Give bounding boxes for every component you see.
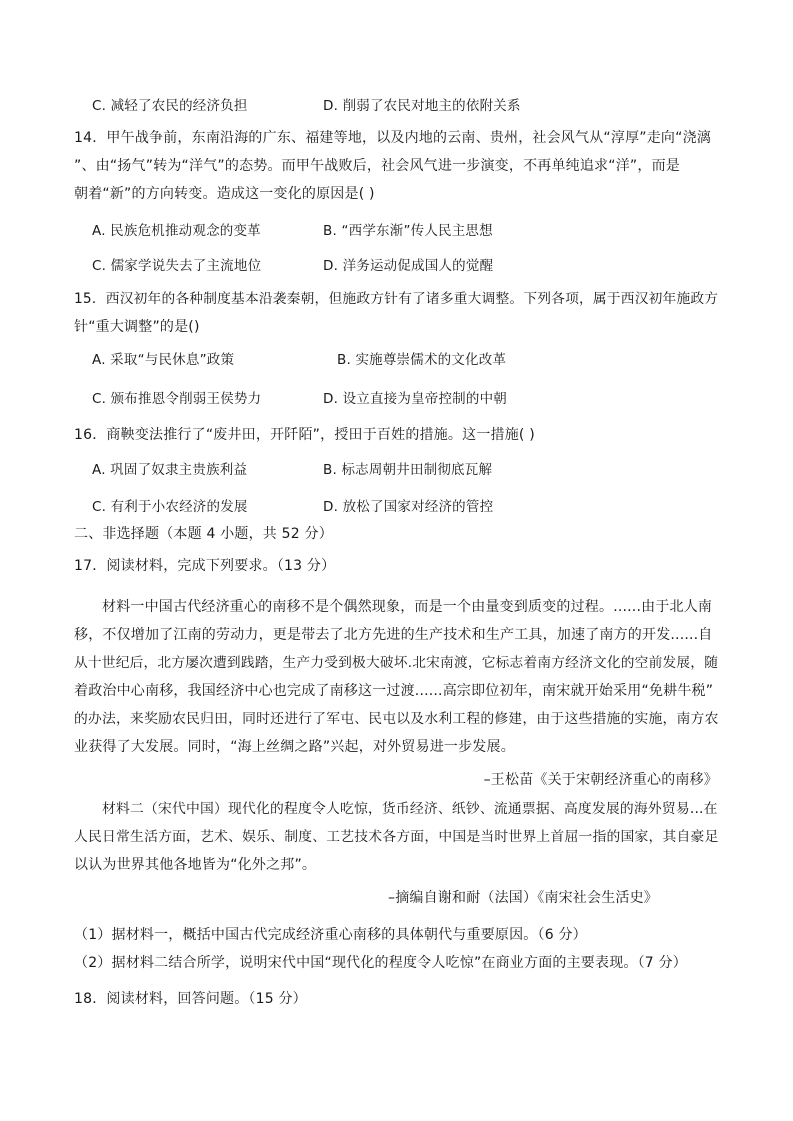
- q17-material2-line-1: 材料二（宋代中国）现代化的程度令人吃惊，货币经济、纸钞、流通票据、高度发展的海外贸易...在: [102, 801, 718, 817]
- q15-option-b: B. 实施尊崇儒术的文化改革: [337, 352, 507, 368]
- q17-material1-line-2: 移，不仅增加了江南的劳动力，更是带去了北方先进的生产技术和生产工具，加速了南方的开发......自: [74, 627, 713, 643]
- q14-option-c: C. 儒家学说失去了主流地位: [92, 258, 262, 274]
- q14-option-a: A. 民族危机推动观念的变革: [92, 223, 261, 239]
- q15-stem-line-2: 针“重大调整”的是(): [74, 319, 200, 335]
- q16-option-a: A. 巩固了奴隶主贵族利益: [92, 462, 248, 478]
- q13-option-c: C. 减轻了农民的经济负担: [92, 98, 248, 114]
- q17-stem: 17．阅读材料，完成下列要求。（13 分）: [74, 558, 336, 574]
- q13-option-d: D. 削弱了农民对地主的依附关系: [323, 98, 521, 114]
- q17-material1-line-1: 材料一中国古代经济重心的南移不是个偶然现象，而是一个由量变到质变的过程。......由于北人南: [102, 599, 713, 615]
- q17-material1-line-5: 的办法，来奖励农民归田，同时还进行了军屯、民屯以及水利工程的修建，由于这些措施的实施，南方农: [74, 711, 719, 727]
- q16-option-b: B. 标志周朝井田制彻底瓦解: [323, 462, 493, 478]
- q14-stem-line-1: 14．甲午战争前，东南沿海的广东、福建等地，以及内地的云南、贵州，社会风气从“淳厚”走向“浇漓: [74, 130, 711, 146]
- q18-stem: 18．阅读材料，回答问题。（15 分）: [74, 991, 307, 1007]
- q17-subquestion-2: （2）据材料二结合所学，说明宋代中国“现代化的程度令人吃惊”在商业方面的主要表现。（7 分）: [74, 955, 687, 971]
- q15-stem-line-1: 15．西汉初年的各种制度基本沿袭秦朝，但施政方针有了诸多重大调整。下列各项，属于西汉初年施政方: [74, 291, 719, 307]
- q17-material1-line-3: 从十世纪后，北方屡次遭到践踏，生产力受到极大破坏.北宋南渡，它标志着南方经济文化的空前发展，随: [74, 655, 719, 671]
- q16-option-d: D. 放松了国家对经济的管控: [323, 499, 494, 515]
- q17-material1-line-6: 业获得了大发展。同时，“海上丝绸之路”兴起，对外贸易进一步发展。: [74, 739, 515, 755]
- q17-source-1: –王松苗《关于宋朝经济重心的南移》: [483, 772, 718, 788]
- q16-option-c: C. 有利于小农经济的发展: [92, 499, 248, 515]
- q17-material1-line-4: 着政治中心南移，我国经济中心也完成了南移这一过渡......高宗即位初年，南宋就开始采用“免耕牛税”: [74, 683, 714, 699]
- q17-material2-line-3: 以认为世界其他各地皆为“化外之邦”。: [74, 857, 317, 873]
- q17-material2-line-2: 人民日常生活方面，艺术、娱乐、制度、工艺技术各方面，中国是当时世界上首屈一指的国家，其自豪足: [74, 829, 719, 845]
- section-2-heading: 二、非选择题（本题 4 小题，共 52 分）: [74, 526, 333, 542]
- q17-subquestion-1: （1）据材料一，概括中国古代完成经济重心南移的具体朝代与重要原因。（6 分）: [74, 927, 587, 943]
- q15-option-a: A. 采取“与民休息”政策: [92, 352, 235, 368]
- q15-option-c: C. 颁布推恩令削弱王侯势力: [92, 391, 262, 407]
- q14-stem-line-2: ”、由“扬气”转为“洋气”的态势。而甲午战败后，社会风气进一步演变，不再单纯追求“洋”，而是: [74, 158, 680, 174]
- q14-stem-line-3: 朝着“新”的方向转变。造成这一变化的原因是( ): [74, 186, 375, 202]
- q17-source-2: –摘编自谢和耐（法国）《南宋社会生活史》: [388, 890, 658, 906]
- q16-stem: 16．商鞅变法推行了“废井田，开阡陌”，授田于百姓的措施。这一措施( ): [74, 427, 535, 443]
- q15-option-d: D. 设立直接为皇帝控制的中朝: [323, 391, 507, 407]
- q14-option-b: B. “西学东渐”传人民主思想: [323, 223, 493, 239]
- q14-option-d: D. 洋务运动促成国人的觉醒: [323, 258, 494, 274]
